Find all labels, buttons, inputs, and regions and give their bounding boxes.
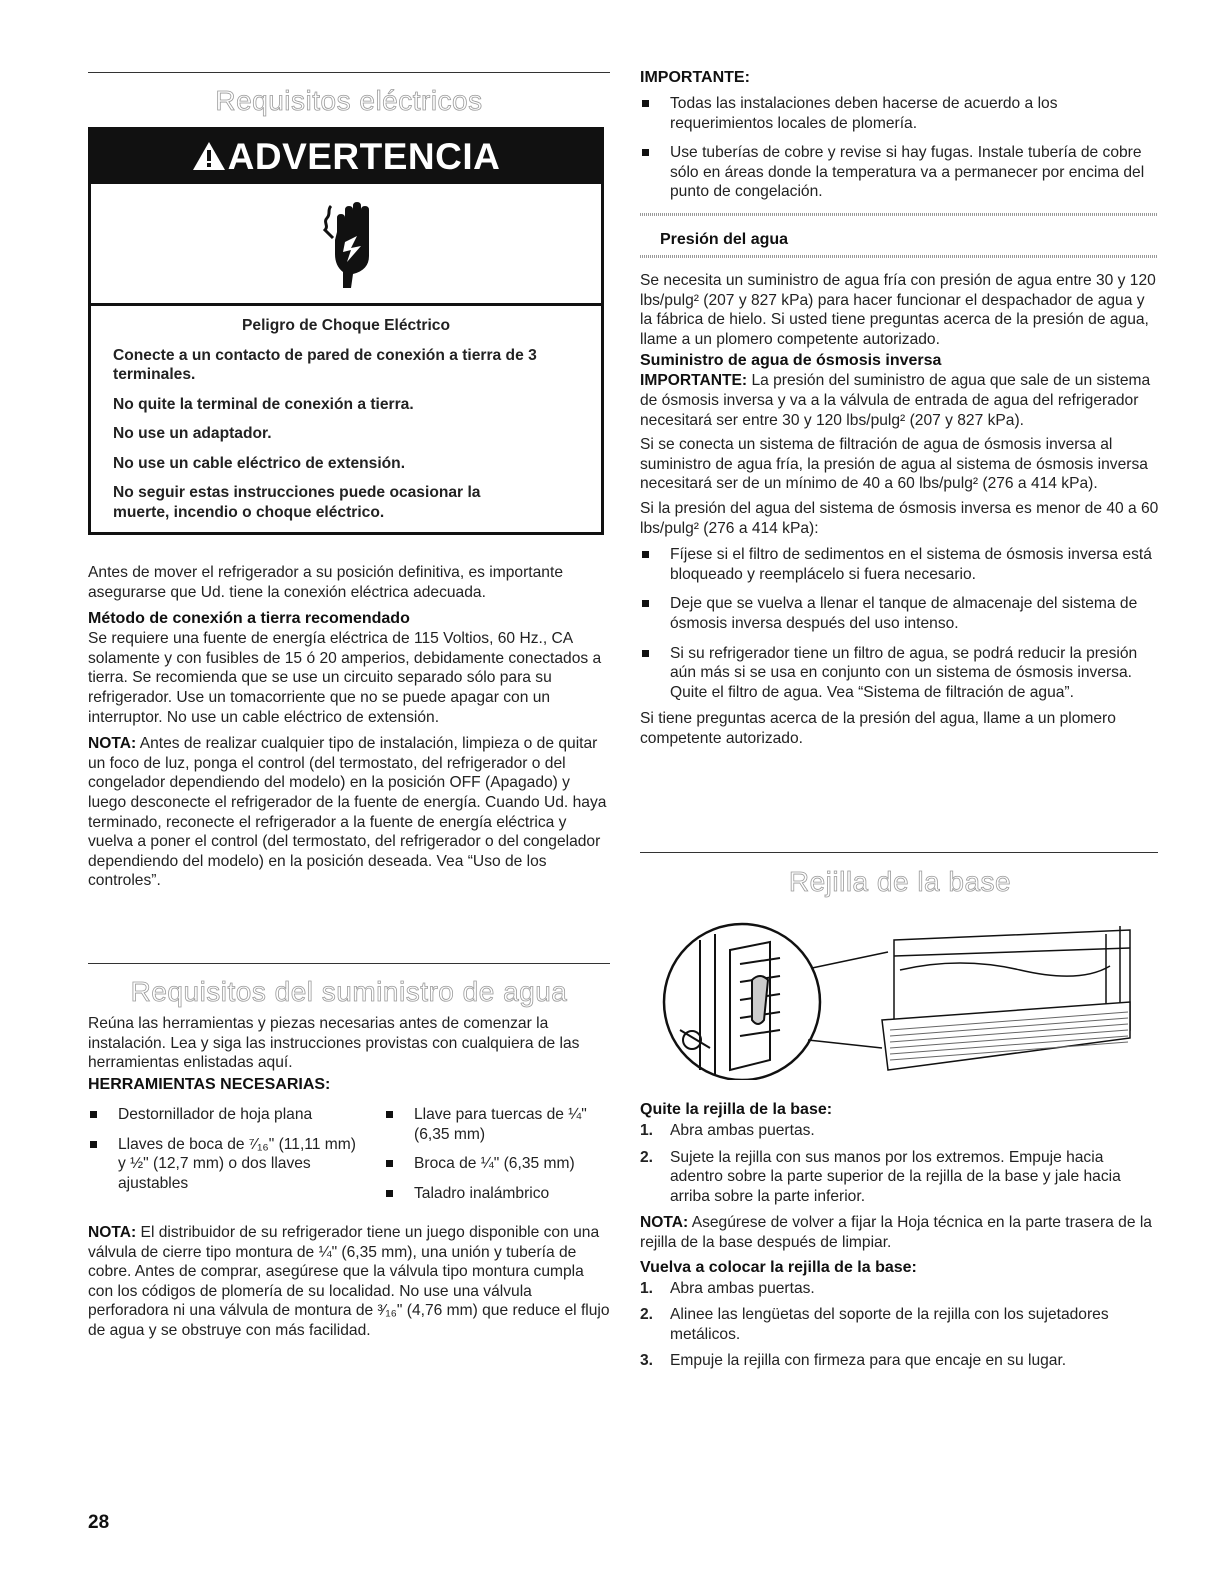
important-text: La presión del suministro de agua que sale de un sistema de ósmosis inversa y va a la válvula de entrada de agua del refrigerador necesitará ser entre 30 y 120 lbs/pulg² (207 y 827 kPa). <box>640 372 1151 429</box>
grille-note <box>640 1213 1160 1252</box>
ground-heading: Método de conexión a tierra recomendado <box>88 610 410 628</box>
replace-step <box>640 1279 1160 1299</box>
section-title-electrical: Requisitos eléctricos <box>215 85 483 116</box>
step-number: 1. <box>640 1122 654 1139</box>
grille-illustration <box>660 920 1140 1080</box>
warning-line-2: No quite la terminal de conexión a tierra. <box>113 395 414 413</box>
note-label: NOTA: <box>640 1214 689 1232</box>
water-note <box>88 1223 610 1341</box>
important-label: IMPORTANTE: <box>640 372 748 390</box>
tools-heading: HERRAMIENTAS NECESARIAS: <box>88 1075 331 1093</box>
mid-rule-right <box>640 852 1158 853</box>
tool-item: Llaves de boca de ⁷⁄₁₆" (11,11 mm) y ½" (12,7 mm) o dos llaves ajustables <box>88 1135 356 1194</box>
warning-line-3: No use un adaptador. <box>113 425 272 442</box>
warning-line-4: No use un cable eléctrico de extensión. <box>113 454 406 472</box>
replace-step <box>640 1351 1160 1371</box>
step-number: 2. <box>640 1148 654 1166</box>
important-heading: IMPORTANTE: <box>640 69 750 86</box>
step-text: Abra ambas puertas. <box>670 1279 815 1297</box>
tool-item: Broca de ¼" (6,35 mm) <box>384 1154 610 1174</box>
warning-line-1: Conecte a un contacto de pared de conexión a tierra de 3 terminales. <box>113 346 537 383</box>
tool-item: Destornillador de hoja plana <box>88 1105 356 1125</box>
tool-item: Taladro inalámbrico <box>384 1184 610 1204</box>
important-item: Todas las instalaciones deben hacerse de acuerdo a los requerimientos locales de plomería. <box>640 94 1160 133</box>
water-intro: Reúna las herramientas y piezas necesarias antes de comenzar la instalación. Lea y siga las instrucciones provistas con cualquiera de las herramientas enlistadas aquí. <box>88 1015 580 1072</box>
pressure-heading: Presión del agua <box>660 231 789 248</box>
electric-shock-icon-area <box>91 184 601 306</box>
ro-final: Si tiene preguntas acerca de la presión del agua, llame a un plomero competente autorizado. <box>640 710 1116 747</box>
electric-shock-icon <box>323 196 383 296</box>
mid-rule-left <box>88 963 610 964</box>
note-text: El distribuidor de su refrigerador tiene un juego disponible con una válvula de cierre tipo montura de ¼" (6,35 mm), una unión y tubería de cobre. Antes de comprar, asegúrese que la válvula tipo montura cumpla con los códigos de plomería de su localidad. No use una válvula perforadora ni una válvula de montura de ³⁄₁₆" (4,76 mm) que reduce el flujo de agua y se obstruye con más facilidad. <box>88 1224 610 1339</box>
dotted-separator <box>640 213 1158 216</box>
ro-important <box>640 371 1160 430</box>
warning-line-5: No seguir estas instrucciones puede ocasionar la muerte, incendio o choque eléctrico. <box>113 484 481 521</box>
ro-text-2: Si se conecta un sistema de filtración de agua de ósmosis inversa al suministro de agua fría, la presión de agua al sistema de ósmosis inversa necesitará ser de un mínimo de 40 a 60 lbs/pulg² (276 a 414 kPa). <box>640 436 1148 493</box>
warning-line-0: Peligro de Choque Eléctrico <box>242 317 450 334</box>
step-number: 1. <box>640 1279 654 1297</box>
pressure-text: Se necesita un suministro de agua fría con presión de agua entre 30 y 120 lbs/pulg² (207 y 827 kPa) para hacer funcionar el despachador de agua y la fábrica de hielo. Si usted tiene preguntas acerca de la presión de agua, llame a un plomero competente autorizado. <box>640 272 1156 348</box>
note-text: Asegúrese de volver a fijar la Hoja técnica en la parte trasera de la rejilla de la base después de limpiar. <box>640 1214 1152 1251</box>
step-text: Alinee las lengüetas del soporte de la rejilla con los sujetadores metálicos. <box>670 1306 1109 1343</box>
warning-box <box>88 127 604 535</box>
important-item: Use tuberías de cobre y revise si hay fugas. Instale tubería de cobre sólo en áreas donde la temperatura va a permanecer por encima del punto de congelación. <box>640 143 1160 202</box>
replace-heading: Vuelva a colocar la rejilla de la base: <box>640 1258 917 1276</box>
section-title-grille: Rejilla de la base <box>788 866 1012 897</box>
ro-item: Fíjese si el filtro de sedimentos en el sistema de ósmosis inversa está bloqueado y reemplácelo si fuera necesario. <box>640 545 1160 584</box>
warning-header <box>91 130 601 184</box>
electrical-intro: Antes de mover el refrigerador a su posición definitiva, es importante asegurarse que Ud. tiene la conexión eléctrica adecuada. <box>88 564 563 601</box>
warning-triangle-icon <box>192 132 226 186</box>
remove-step <box>640 1148 1160 1207</box>
page-number: 28 <box>88 1512 110 1533</box>
ro-heading: Suministro de agua de ósmosis inversa <box>640 352 942 370</box>
note-label: NOTA: <box>88 735 137 753</box>
step-text: Empuje la rejilla con firmeza para que encaje en su lugar. <box>670 1352 1067 1370</box>
ground-text: Se requiere una fuente de energía eléctrica de 115 Voltios, 60 Hz., CA solamente y con fusibles de 15 ó 20 amperios, debidamente conectados a tierra. Se recomienda que se use un circuito separado sólo para su refrigerador. Use un tomacorriente que no se puede apagar con un interruptor. No use un cable eléctrico de extensión. <box>88 630 602 726</box>
warning-header-text: ADVERTENCIA <box>227 136 501 177</box>
step-number: 3. <box>640 1352 654 1370</box>
note-label: NOTA: <box>88 1224 137 1241</box>
remove-step <box>640 1121 1160 1141</box>
electrical-note <box>88 734 610 891</box>
replace-step <box>640 1305 1160 1344</box>
step-text: Abra ambas puertas. <box>670 1122 815 1139</box>
top-rule-left <box>88 72 610 73</box>
section-title-water: Requisitos del suministro de agua <box>130 976 568 1007</box>
tool-item: Llave para tuercas de ¼" (6,35 mm) <box>384 1105 610 1144</box>
step-text: Sujete la rejilla con sus manos por los extremos. Empuje hacia adentro sobre la parte superior de la rejilla de la base y jale hacia arriba sobre la parte inferior. <box>670 1148 1121 1205</box>
ro-item: Deje que se vuelva a llenar el tanque de almacenaje del sistema de ósmosis inversa después del uso intenso. <box>640 594 1160 633</box>
step-number: 2. <box>640 1306 654 1324</box>
note-text: Antes de realizar cualquier tipo de instalación, limpieza o de quitar un foco de luz, ponga el control (del termostato, del refrigerador o del congelador dependiendo del modelo) en la posición OFF (Apagado) y luego desconecte el refrigerador de la fuente de energía. Cuando Ud. haya terminado, reconecte el refrigerador a la fuente de energía eléctrica y vuelva a poner el control (del termostato, del refrigerador o del congelador dependiendo del modelo) en la posición deseada. Vea “Uso de los controles”. <box>88 735 607 890</box>
dotted-separator <box>640 255 1158 258</box>
ro-text-3: Si la presión del agua del sistema de ósmosis inversa es menor de 40 a 60 lbs/pulg² (276 a 414 kPa): <box>640 499 1159 537</box>
ro-item: Si su refrigerador tiene un filtro de agua, se podrá reducir la presión aún más si se usa en conjunto con un sistema de ósmosis inversa. Quite el filtro de agua. Vea “Sistema de filtración de agua”. <box>640 644 1160 703</box>
remove-heading: Quite la rejilla de la base: <box>640 1101 833 1118</box>
